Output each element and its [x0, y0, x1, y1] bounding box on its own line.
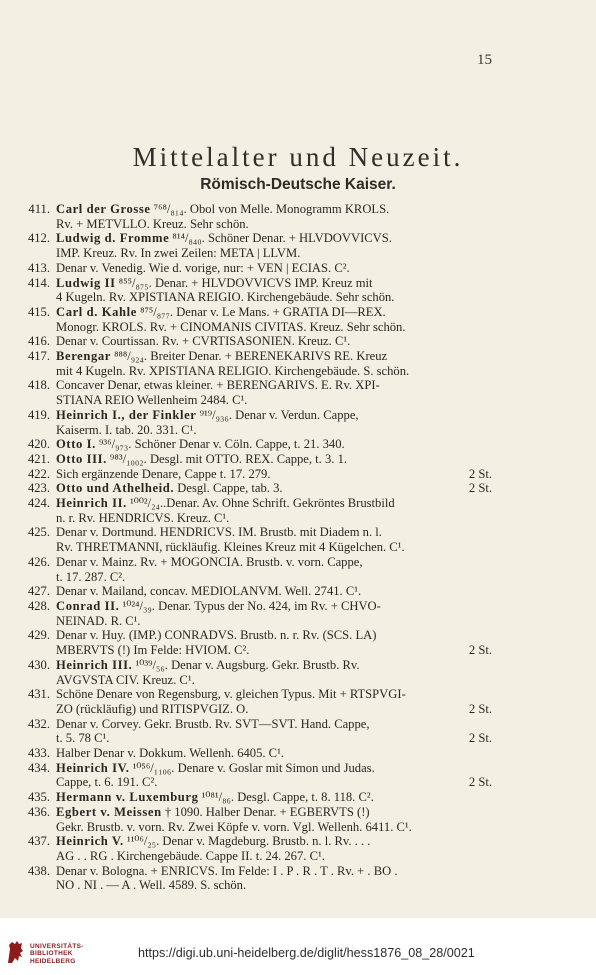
entry-number: 438. [27, 863, 50, 878]
doi-link[interactable]: https://digi.ub.uni-heidelberg.de/diglit/hess1876_08_28/0021 [138, 946, 475, 960]
entry-number: 430. [27, 657, 50, 672]
entry-line-text [56, 202, 389, 216]
catalog-entry [0, 481, 596, 496]
entry-line [56, 452, 492, 467]
entry-line-text [56, 305, 386, 319]
entry-line-text [56, 805, 370, 819]
entry-description: ⁹¹⁹/₉₃₆. Denar v. Verdun. Cappe, [196, 407, 359, 422]
entry-line-text [56, 437, 345, 451]
catalog-entry [0, 305, 596, 334]
entry-line-text [56, 614, 141, 628]
entry-line-text [56, 878, 246, 892]
entry-line-text [56, 599, 381, 613]
entry-description: Cappe, t. 6. 191. C². [56, 775, 158, 790]
entry-description: † 1090. Halber Denar. + EGBERVTS (!) [161, 804, 370, 819]
entry-line [56, 775, 492, 790]
entry-description: ⁸⁵⁵/₈₇₅. Denar. + HLVDOVVICVS IMP. Kreuz mit [115, 275, 373, 290]
entry-line [56, 702, 492, 717]
entry-line-text [56, 408, 359, 422]
entry-number: 435. [27, 790, 50, 805]
catalog-entry [0, 805, 596, 834]
entry-line-text [56, 320, 406, 334]
catalog-entry [0, 628, 596, 657]
entry-description: Denar v. Mailand, concav. MEDIOLANVM. Well. 2741. C¹. [56, 584, 362, 599]
ruler-name: Heinrich I., der Finkler [56, 407, 197, 422]
catalog-entry [0, 496, 596, 525]
entry-description: ¹⁰⁰²/₂₄..Denar. Av. Ohne Schrift. Gekröntes Brustbild [126, 496, 395, 511]
catalog-entry [0, 658, 596, 687]
entry-line-text [56, 290, 394, 304]
entry-line-text [56, 276, 373, 290]
entry-description: Gekr. Brustb. v. vorn. Rv. Zwei Köpfe v. vorn. Vgl. Wellenh. 6411. C¹. [56, 819, 412, 834]
entry-line [56, 217, 492, 232]
entry-number: 420. [27, 437, 50, 452]
ruler-name: Otto III. [56, 451, 107, 466]
ruler-name: Carl der Grosse [56, 202, 151, 216]
entry-line [56, 290, 492, 305]
entry-line [56, 878, 492, 893]
entry-number: 424. [27, 496, 50, 511]
entry-line [56, 349, 492, 364]
entry-line [56, 834, 492, 849]
catalog-entry [0, 437, 596, 452]
entry-line [56, 496, 492, 511]
catalog-entry [0, 408, 596, 437]
entry-number: 433. [27, 746, 50, 761]
entry-description: NEINAD. R. C¹. [56, 613, 141, 628]
piece-count: 2 St. [468, 481, 492, 496]
entry-number: 411. [28, 202, 50, 216]
entry-description: ZO (rückläufig) und RITISPVGIZ. O. [56, 701, 249, 716]
catalog-entry [0, 202, 596, 231]
entry-number: 415. [27, 304, 50, 319]
ruler-name: Conrad II. [56, 598, 120, 613]
ruler-name: Egbert v. Meissen [56, 804, 162, 819]
entry-number: 436. [27, 804, 50, 819]
entry-line-text [56, 246, 300, 260]
piece-count: 2 St. [468, 775, 492, 790]
entry-line [56, 820, 492, 835]
entry-number: 419. [27, 407, 50, 422]
entry-description: Rv. + METVLLO. Kreuz. Sehr schön. [56, 216, 249, 231]
entry-line-text [56, 687, 406, 701]
entry-description: Denar v. Bologna. + ENRICVS. Im Felde: I . P . R . T . Rv. + . BO . [56, 863, 398, 878]
entry-description: Kaiserm. I. tab. 20. 331. C¹. [56, 422, 197, 437]
entry-line-text [56, 261, 350, 275]
entry-line-text [56, 217, 249, 231]
entry-line [56, 731, 492, 746]
entry-line-text [56, 334, 350, 348]
entry-line-text [56, 658, 360, 672]
entry-line [56, 305, 492, 320]
entry-description: NO . NI . — A . Well. 4589. S. schön. [56, 878, 247, 893]
entry-line [56, 467, 492, 482]
catalog-entry [0, 790, 596, 805]
entry-description: Monogr. KROLS. Rv. + CINOMANIS CIVITAS. Kreuz. Sehr schön. [56, 319, 406, 334]
catalog-entry [0, 687, 596, 716]
entry-line-text [56, 849, 325, 863]
entry-number: 432. [27, 716, 50, 731]
ruler-name: Otto und Athelheid. [56, 481, 175, 496]
entry-description: MBERVTS (!) Im Felde: HVIOM. C². [56, 643, 250, 658]
catalog-entry [0, 864, 596, 893]
entry-number: 427. [27, 584, 50, 599]
entry-description: STIANA REIO Wellenheim 2484. C¹. [56, 393, 248, 408]
entry-description: Denar v. Courtissan. Rv. + CVRTISASONIEN. Kreuz. C¹. [56, 334, 351, 349]
entry-description: n. r. Rv. HENDRICVS. Kreuz. C¹. [56, 510, 230, 525]
entry-number: 412. [27, 231, 50, 246]
catalog-entry [0, 231, 596, 260]
entry-description: Denar v. Dortmund. HENDRICVS. IM. Brustb. mit Diadem n. l. [56, 525, 382, 540]
entry-line-text [56, 761, 375, 775]
catalog-entry [0, 584, 596, 599]
entry-number: 434. [27, 760, 50, 775]
entry-line-text [56, 496, 395, 510]
ruler-name: Ludwig II [56, 275, 116, 290]
entry-line [56, 481, 492, 496]
entry-line [56, 408, 492, 423]
entry-line-text [56, 790, 374, 804]
entry-line-text [56, 746, 284, 760]
entry-line [56, 364, 492, 379]
entry-line-text [56, 673, 195, 687]
entry-line [56, 570, 492, 585]
entry-line [56, 673, 492, 688]
entry-description: Denar v. Mainz. Rv. + MOGONCIA. Brustb. v. vorn. Cappe, [56, 554, 363, 569]
entry-number: 437. [27, 834, 50, 849]
catalog-entries [0, 202, 596, 893]
entry-number: 425. [27, 525, 50, 540]
entry-line [56, 511, 492, 526]
ruler-name: Heinrich II. [56, 496, 127, 511]
piece-count: 2 St. [468, 731, 492, 746]
entry-line-text [56, 820, 412, 834]
entry-number: 421. [27, 451, 50, 466]
entry-number: 431. [27, 687, 50, 702]
entry-line [56, 261, 492, 276]
entry-line [56, 790, 492, 805]
entry-line-text [56, 364, 409, 378]
catalog-entry [0, 349, 596, 378]
entry-line [56, 864, 492, 879]
page-number: 15 [477, 52, 492, 68]
entry-description: mit 4 Kugeln. Rv. XPISTIANA RELIGIO. Kirchengebäude. S. schön. [56, 363, 410, 378]
entry-line-text [56, 467, 271, 482]
entry-description: Halber Denar v. Dokkum. Wellenh. 6405. C¹. [56, 746, 285, 761]
catalog-entry [0, 261, 596, 276]
entry-line [56, 849, 492, 864]
entry-description: ¹⁰⁵⁶/₁₁₀₆. Denare v. Goslar mit Simon und Judas. [129, 760, 375, 775]
catalog-entry [0, 276, 596, 305]
entry-line [56, 614, 492, 629]
entry-line-text [56, 731, 109, 746]
heidelberg-lion-logo-icon[interactable] [6, 939, 26, 965]
entry-line [56, 334, 492, 349]
entry-line-text [56, 378, 380, 392]
entry-description: ¹¹⁰⁶/₂₅. Denar v. Magdeburg. Brustb. n. l. Rv. . . . [123, 834, 371, 849]
entry-line-text [56, 643, 249, 658]
ruler-name: Heinrich IV. [56, 760, 130, 775]
entry-line-text [56, 584, 361, 598]
entry-line-text [56, 423, 197, 437]
entry-number: 418. [27, 378, 50, 393]
entry-line [56, 761, 492, 776]
ruler-name: Berengar [56, 349, 111, 364]
piece-count: 2 St. [468, 466, 492, 481]
catalog-entry [0, 334, 596, 349]
entry-line-text [56, 393, 247, 407]
ruler-name: Hermann v. Luxemburg [56, 790, 199, 805]
entry-line-text [56, 555, 363, 569]
entry-description: Rv. THRETMANNI, rückläufig. Kleines Kreuz mit 4 Kügelchen. C¹. [56, 540, 405, 555]
library-name: UNIVERSITÄTS- BIBLIOTHEK HEIDELBERG [30, 943, 84, 965]
catalog-entry [0, 834, 596, 863]
entry-description: Denar v. Corvey. Gekr. Brustb. Rv. SVT—SVT. Hand. Cappe, [56, 716, 370, 731]
entry-description: Denar v. Huy. (IMP.) CONRADVS. Brustb. n. r. Rv. (SCS. LA) [56, 628, 377, 643]
entry-line-text [56, 628, 376, 642]
entry-line-text [56, 570, 125, 584]
entry-line [56, 276, 492, 291]
entry-line [56, 423, 492, 438]
footer-bar [0, 918, 596, 975]
entry-description: ⁹⁸³/₁₀₀₂. Desgl. mit OTTO. REX. Cappe, t. 3. 1. [106, 451, 348, 466]
entry-description: ¹⁰²⁴/₃₉. Denar. Typus der No. 424, im Rv. + CHVO- [119, 598, 381, 613]
entry-line [56, 628, 492, 643]
catalog-entry [0, 761, 596, 790]
entry-line [56, 378, 492, 393]
ruler-name: Ludwig d. Fromme [56, 231, 170, 246]
entry-line-text [56, 702, 248, 717]
ruler-name: Carl d. Kahle [56, 304, 137, 319]
catalog-entry [0, 555, 596, 584]
ruler-name: Heinrich V. [56, 834, 124, 849]
entry-line [56, 805, 492, 820]
entry-line [56, 555, 492, 570]
entry-description: Concaver Denar, etwas kleiner. + BERENGARIVS. E. Rv. XPI- [56, 378, 380, 393]
entry-description: ⁸¹⁴/₈₄₀. Schöner Denar. + HLVDOVVICVS. [169, 231, 392, 246]
entry-description: AG . . RG . Kirchengebäude. Cappe II. t. 24. 267. C¹. [56, 848, 325, 863]
entry-line [56, 202, 492, 217]
entry-number: 416. [27, 334, 50, 349]
entry-line [56, 437, 492, 452]
entry-line [56, 393, 492, 408]
entry-line [56, 320, 492, 335]
entry-description: ⁹³⁶/₉₇₃. Schöner Denar v. Cöln. Cappe, t. 21. 340. [95, 437, 345, 452]
entry-line [56, 643, 492, 658]
ruler-name: Heinrich III. [56, 657, 133, 672]
entry-description: t. 5. 78 C¹. [56, 731, 110, 746]
entry-line [56, 599, 492, 614]
entry-description: ⁷⁶⁸/₈₁₄. Obol von Melle. Monogramm KROLS. [150, 202, 390, 216]
entry-line-text [56, 775, 157, 790]
catalog-entry [0, 378, 596, 407]
piece-count: 2 St. [468, 643, 492, 658]
ruler-name: Otto I. [56, 437, 96, 452]
entry-number: 429. [27, 628, 50, 643]
catalog-entry [0, 599, 596, 628]
catalog-entry [0, 717, 596, 746]
catalog-entry [0, 452, 596, 467]
page-title: Mittelalter und Neuzeit. [132, 142, 464, 172]
entry-number: 417. [27, 349, 50, 364]
entry-description: Denar v. Venedig. Wie d. vorige, nur: + VEN | ECIAS. C². [56, 260, 350, 275]
entry-line [56, 584, 492, 599]
entry-line [56, 246, 492, 261]
entry-line [56, 717, 492, 732]
entry-description: AVGVSTA CIV. Kreuz. C¹. [56, 672, 195, 687]
entry-number: 423. [27, 481, 50, 496]
entry-line [56, 540, 492, 555]
entry-line-text [56, 452, 347, 466]
entry-line-text [56, 717, 370, 731]
entry-description: ⁸⁸⁸/₉₂₄. Breiter Denar. + BERENEKARIVS RE. Kreuz [110, 349, 388, 364]
entry-line-text [56, 349, 387, 363]
entry-number: 426. [27, 554, 50, 569]
entry-description: IMP. Kreuz. Rv. In zwei Zeilen: META | LLVM. [56, 246, 301, 261]
entry-number: 413. [27, 260, 50, 275]
entry-line [56, 231, 492, 246]
entry-description: ¹⁰³⁹/₅₆. Denar v. Augsburg. Gekr. Brustb. Rv. [132, 657, 360, 672]
entry-description: t. 17. 287. C². [56, 569, 126, 584]
entry-line-text [56, 540, 405, 554]
catalog-entry [0, 525, 596, 554]
entry-line-text [56, 834, 370, 848]
entry-description: 4 Kugeln. Rv. XPISTIANA REIGIO. Kirchengebäude. Sehr schön. [56, 290, 395, 305]
entry-line-text [56, 231, 392, 245]
entry-line [56, 746, 492, 761]
entry-line [56, 525, 492, 540]
entry-line-text [56, 481, 283, 496]
entry-number: 428. [27, 598, 50, 613]
catalog-entry [0, 467, 596, 482]
entry-description: ¹⁰⁸¹/₈₆. Desgl. Cappe, t. 8. 118. C². [198, 790, 374, 805]
entry-description: Sich ergänzende Denare, Cappe t. 17. 279. [56, 466, 271, 481]
catalog-entry [0, 746, 596, 761]
section-subtitle: Römisch-Deutsche Kaiser. [200, 176, 396, 193]
entry-line-text [56, 864, 398, 878]
entry-line-text [56, 525, 382, 539]
entry-number: 422. [27, 466, 50, 481]
entry-line [56, 687, 492, 702]
entry-description: Schöne Denare von Regensburg, v. gleichen Typus. Mit + RTSPVGI- [56, 687, 406, 702]
entry-line [56, 658, 492, 673]
entry-description: Desgl. Cappe, tab. 3. [174, 481, 283, 496]
entry-description: ⁸⁷⁵/₈₇₇. Denar v. Le Mans. + GRATIA DI—REX. [136, 304, 386, 319]
piece-count: 2 St. [468, 701, 492, 716]
entry-line-text [56, 511, 229, 525]
entry-number: 414. [27, 275, 50, 290]
